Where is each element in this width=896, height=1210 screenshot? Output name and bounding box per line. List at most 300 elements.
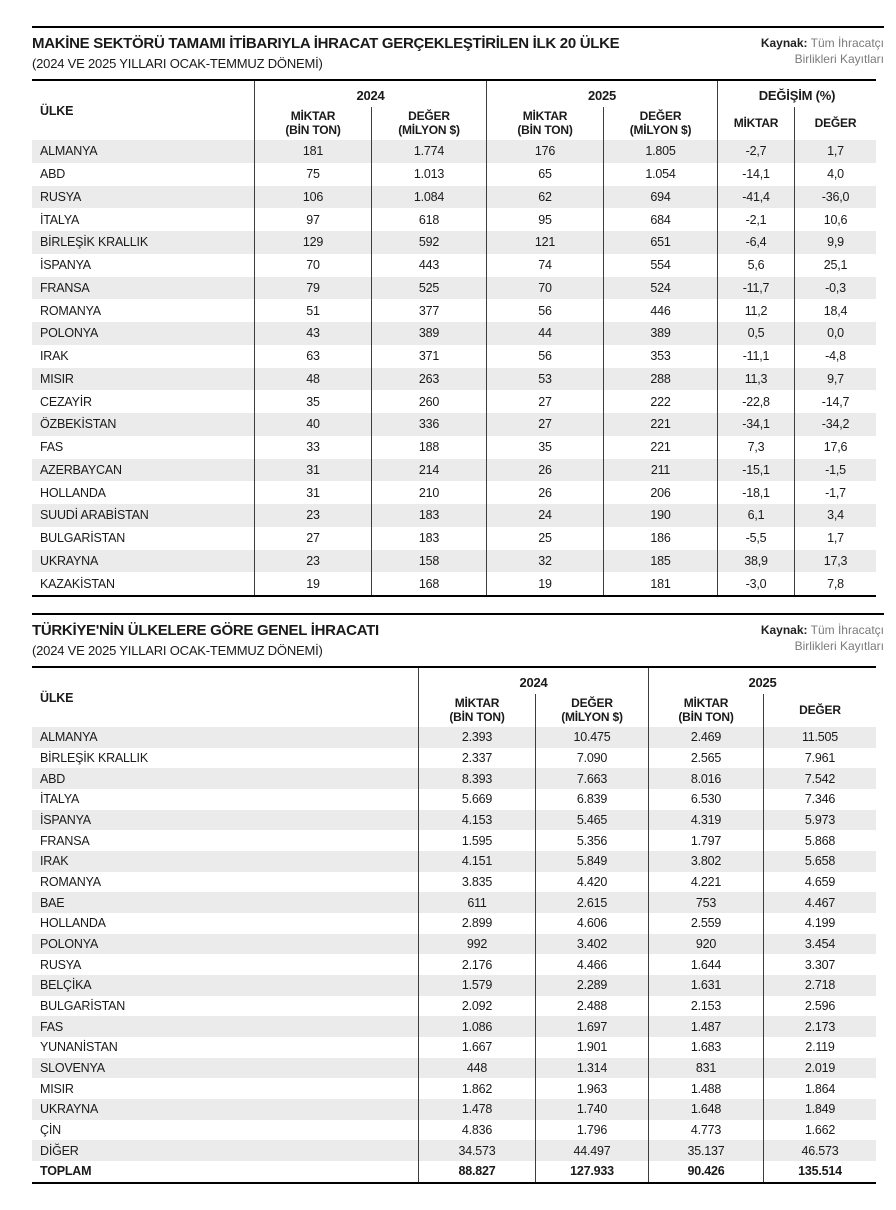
value-cell: 1.796 — [535, 1120, 648, 1141]
table-row — [32, 277, 876, 300]
value-cell: 336 — [371, 413, 486, 436]
value-cell: 3.835 — [418, 872, 535, 893]
value-cell: 183 — [371, 527, 486, 550]
header-unit: (BİN TON) — [449, 709, 505, 724]
value-cell: 17,6 — [794, 436, 876, 459]
value-cell: 2.559 — [648, 913, 763, 934]
value-cell: 0,0 — [794, 322, 876, 345]
value-cell: 10.475 — [535, 727, 648, 748]
value-cell: 5.658 — [763, 851, 876, 872]
section-header-general — [32, 622, 884, 658]
header-unit: (BİN TON) — [285, 122, 341, 137]
country-cell: SUUDİ ARABİSTAN — [40, 508, 149, 523]
table-row — [32, 975, 876, 996]
value-cell: 221 — [603, 413, 717, 436]
value-cell: 19 — [254, 572, 371, 595]
value-cell: 40 — [254, 413, 371, 436]
value-cell: 121 — [486, 231, 603, 254]
value-cell: 7,8 — [794, 572, 876, 595]
column-header-amount-2024 — [254, 107, 371, 140]
value-cell: -4,8 — [794, 345, 876, 368]
country-cell: ALMANYA — [40, 144, 98, 159]
table-row — [32, 934, 876, 955]
value-cell: 1.648 — [648, 1099, 763, 1120]
value-cell: 26 — [486, 459, 603, 482]
value-cell: 2.718 — [763, 975, 876, 996]
country-cell: İTALYA — [40, 212, 80, 227]
country-cell: BULGARİSTAN — [40, 531, 126, 546]
country-cell: SLOVENYA — [40, 1061, 105, 1076]
value-cell: 1.667 — [418, 1037, 535, 1058]
value-cell: 222 — [603, 390, 717, 413]
value-cell: 17,3 — [794, 550, 876, 573]
value-cell: 4.221 — [648, 872, 763, 893]
value-cell: 26 — [486, 481, 603, 504]
table-row — [32, 368, 876, 391]
value-cell: -6,4 — [717, 231, 794, 254]
column-header-country: ÜLKE — [40, 103, 74, 118]
value-cell: 75 — [254, 163, 371, 186]
value-cell: 288 — [603, 368, 717, 391]
value-cell: 4.151 — [418, 851, 535, 872]
value-cell: -11,7 — [717, 277, 794, 300]
table-row — [32, 768, 876, 789]
value-cell: 31 — [254, 459, 371, 482]
value-cell: 3,4 — [794, 504, 876, 527]
header-unit: (MİLYON $) — [398, 122, 460, 137]
value-cell: 23 — [254, 504, 371, 527]
value-cell: 7.663 — [535, 768, 648, 789]
value-cell: 79 — [254, 277, 371, 300]
value-cell: 2.615 — [535, 892, 648, 913]
value-cell: 694 — [603, 186, 717, 209]
value-cell: 211 — [603, 459, 717, 482]
table-row — [32, 186, 876, 209]
country-cell: HOLLANDA — [40, 916, 106, 931]
value-cell: 32 — [486, 550, 603, 573]
value-cell: -1,7 — [794, 481, 876, 504]
value-cell: 446 — [603, 299, 717, 322]
value-cell: 5,6 — [717, 254, 794, 277]
header-unit: (MİLYON $) — [561, 709, 623, 724]
country-cell: YUNANİSTAN — [40, 1040, 118, 1055]
value-cell: 38,9 — [717, 550, 794, 573]
country-cell: UKRAYNA — [40, 1102, 99, 1117]
value-cell: 524 — [603, 277, 717, 300]
country-cell: IRAK — [40, 854, 69, 869]
header-line: MİKTAR — [454, 695, 500, 710]
value-cell: -5,5 — [717, 527, 794, 550]
value-cell: 1.084 — [371, 186, 486, 209]
column-group-change: DEĞİŞİM (%) — [717, 81, 876, 107]
table-header — [32, 666, 876, 727]
country-cell: HOLLANDA — [40, 485, 106, 500]
value-cell: 4.773 — [648, 1120, 763, 1141]
value-cell: 831 — [648, 1058, 763, 1079]
value-cell: 44 — [486, 322, 603, 345]
value-cell: 183 — [371, 504, 486, 527]
value-cell: 611 — [418, 892, 535, 913]
value-cell: 48 — [254, 368, 371, 391]
header-line: DEĞER — [571, 695, 613, 710]
value-cell: 525 — [371, 277, 486, 300]
value-cell: 5.973 — [763, 810, 876, 831]
value-cell: 2.596 — [763, 996, 876, 1017]
value-cell: 62 — [486, 186, 603, 209]
country-cell: BİRLEŞİK KRALLIK — [40, 235, 148, 250]
table-row — [32, 851, 876, 872]
value-cell: 1.740 — [535, 1099, 648, 1120]
table-row — [32, 322, 876, 345]
value-cell: 35.137 — [648, 1140, 763, 1161]
value-cell: 34.573 — [418, 1140, 535, 1161]
section-title: MAKİNE SEKTÖRÜ TAMAMI İTİBARIYLA İHRACAT GERÇEKLEŞTİRİLEN İLK 20 ÜLKE — [32, 35, 620, 52]
table-row — [32, 892, 876, 913]
value-cell: 31 — [254, 481, 371, 504]
value-cell: 4.836 — [418, 1120, 535, 1141]
country-cell: MISIR — [40, 371, 74, 386]
value-cell: 1.488 — [648, 1078, 763, 1099]
table-row — [32, 913, 876, 934]
country-cell: IRAK — [40, 349, 69, 364]
source-note — [761, 35, 884, 67]
value-cell: 56 — [486, 345, 603, 368]
column-header-change-amount — [717, 107, 794, 140]
source-note — [761, 622, 884, 654]
country-cell: FRANSA — [40, 280, 90, 295]
value-cell: 33 — [254, 436, 371, 459]
value-cell: 6,1 — [717, 504, 794, 527]
table-row — [32, 954, 876, 975]
value-cell: 618 — [371, 208, 486, 231]
country-cell: ALMANYA — [40, 730, 98, 745]
value-cell: 44.497 — [535, 1140, 648, 1161]
value-cell: 4.420 — [535, 872, 648, 893]
table-row — [32, 345, 876, 368]
column-header-country: ÜLKE — [40, 690, 74, 705]
value-cell: 74 — [486, 254, 603, 277]
value-cell: 106 — [254, 186, 371, 209]
country-cell: İTALYA — [40, 792, 80, 807]
section-heading-block — [32, 622, 379, 658]
header-line: DEĞER — [408, 108, 450, 123]
value-cell: 181 — [254, 140, 371, 163]
value-cell: 1.478 — [418, 1099, 535, 1120]
value-cell: 2.176 — [418, 954, 535, 975]
section-subtitle: (2024 VE 2025 YILLARI OCAK-TEMMUZ DÖNEMİ) — [32, 643, 323, 658]
value-cell: 23 — [254, 550, 371, 573]
column-header-amount-2025 — [486, 107, 603, 140]
value-cell: 1.963 — [535, 1078, 648, 1099]
country-cell: BULGARİSTAN — [40, 999, 126, 1014]
value-cell: 95 — [486, 208, 603, 231]
value-cell: -11,1 — [717, 345, 794, 368]
machinery-exports-table — [32, 79, 876, 597]
value-cell: 88.827 — [418, 1161, 535, 1182]
value-cell: -34,2 — [794, 413, 876, 436]
value-cell: 206 — [603, 481, 717, 504]
country-cell: ROMANYA — [40, 303, 101, 318]
value-cell: 4.606 — [535, 913, 648, 934]
table-row — [32, 208, 876, 231]
header-unit: (BİN TON) — [678, 709, 734, 724]
table-row — [32, 996, 876, 1017]
value-cell: 389 — [371, 322, 486, 345]
country-cell: ÖZBEKİSTAN — [40, 417, 117, 432]
value-cell: 11,2 — [717, 299, 794, 322]
section-divider-rule — [32, 613, 884, 615]
value-cell: -22,8 — [717, 390, 794, 413]
table-body — [32, 727, 876, 1182]
value-cell: 27 — [254, 527, 371, 550]
value-cell: 920 — [648, 934, 763, 955]
country-cell: ROMANYA — [40, 875, 101, 890]
value-cell: -2,1 — [717, 208, 794, 231]
table-row — [32, 810, 876, 831]
value-cell: 5.669 — [418, 789, 535, 810]
table-body-wrap — [32, 727, 876, 1184]
value-cell: 448 — [418, 1058, 535, 1079]
column-group-2024: 2024 — [418, 668, 648, 694]
country-cell: POLONYA — [40, 937, 99, 952]
value-cell: -14,1 — [717, 163, 794, 186]
value-cell: 5.849 — [535, 851, 648, 872]
source-text-line2: Birlikleri Kayıtları — [794, 52, 884, 67]
table-row — [32, 830, 876, 851]
table-row — [32, 504, 876, 527]
value-cell: -2,7 — [717, 140, 794, 163]
general-exports-table — [32, 666, 876, 1184]
value-cell: 992 — [418, 934, 535, 955]
value-cell: 4.467 — [763, 892, 876, 913]
value-cell: 53 — [486, 368, 603, 391]
value-cell: 2.393 — [418, 727, 535, 748]
table-row — [32, 748, 876, 769]
value-cell: 70 — [486, 277, 603, 300]
value-cell: 1,7 — [794, 527, 876, 550]
value-cell: 63 — [254, 345, 371, 368]
table-row — [32, 550, 876, 573]
section-title: TÜRKİYE'NİN ÜLKELERE GÖRE GENEL İHRACATI — [32, 622, 379, 639]
column-header-amount-2025 — [648, 694, 763, 727]
value-cell: 214 — [371, 459, 486, 482]
value-cell: 2.019 — [763, 1058, 876, 1079]
column-header-value-2024 — [371, 107, 486, 140]
value-cell: 127.933 — [535, 1161, 648, 1182]
value-cell: 2.153 — [648, 996, 763, 1017]
value-cell: 554 — [603, 254, 717, 277]
country-cell: BİRLEŞİK KRALLIK — [40, 751, 148, 765]
value-cell: 5.465 — [535, 810, 648, 831]
value-cell: 684 — [603, 208, 717, 231]
column-header-value-2025 — [603, 107, 717, 140]
value-cell: 35 — [254, 390, 371, 413]
value-cell: 9,9 — [794, 231, 876, 254]
country-cell: DİĞER — [40, 1143, 79, 1158]
value-cell: 8.393 — [418, 768, 535, 789]
source-label: Kaynak: — [760, 36, 808, 50]
value-cell: 353 — [603, 345, 717, 368]
value-cell: 3.802 — [648, 851, 763, 872]
value-cell: 1.901 — [535, 1037, 648, 1058]
header-unit: (BİN TON) — [517, 122, 573, 137]
value-cell: 25 — [486, 527, 603, 550]
value-cell: 2.173 — [763, 1016, 876, 1037]
value-cell: 1.849 — [763, 1099, 876, 1120]
value-cell: 0,5 — [717, 322, 794, 345]
value-cell: 11.505 — [763, 727, 876, 748]
table-row — [32, 231, 876, 254]
value-cell: 25,1 — [794, 254, 876, 277]
country-cell: RUSYA — [40, 957, 82, 972]
country-cell: İSPANYA — [40, 258, 91, 273]
country-cell: FAS — [40, 440, 64, 455]
value-cell: 27 — [486, 413, 603, 436]
value-cell: 24 — [486, 504, 603, 527]
value-cell: -34,1 — [717, 413, 794, 436]
value-cell: 168 — [371, 572, 486, 595]
value-cell: 1,7 — [794, 140, 876, 163]
value-cell: 2.337 — [418, 748, 535, 769]
value-cell: 753 — [648, 892, 763, 913]
value-cell: 7.346 — [763, 789, 876, 810]
value-cell: 7.542 — [763, 768, 876, 789]
value-cell: 56 — [486, 299, 603, 322]
section-subtitle: (2024 VE 2025 YILLARI OCAK-TEMMUZ DÖNEMİ) — [32, 56, 323, 71]
value-cell: -41,4 — [717, 186, 794, 209]
value-cell: 651 — [603, 231, 717, 254]
value-cell: 1.805 — [603, 140, 717, 163]
value-cell: 2.899 — [418, 913, 535, 934]
table-total-row — [32, 1161, 876, 1182]
value-cell: 129 — [254, 231, 371, 254]
value-cell: 181 — [603, 572, 717, 595]
value-cell: 210 — [371, 481, 486, 504]
table-row — [32, 527, 876, 550]
table-row — [32, 459, 876, 482]
header-line: DEĞER — [639, 108, 682, 123]
value-cell: -3,0 — [717, 572, 794, 595]
country-cell: ABD — [40, 771, 66, 786]
value-cell: 190 — [603, 504, 717, 527]
column-group-2025: 2025 — [486, 81, 717, 107]
value-cell: 4.659 — [763, 872, 876, 893]
value-cell: 51 — [254, 299, 371, 322]
column-header-amount-2024 — [418, 694, 535, 727]
value-cell: 185 — [603, 550, 717, 573]
table-row — [32, 1099, 876, 1120]
country-cell: POLONYA — [40, 326, 99, 341]
table-row — [32, 390, 876, 413]
country-cell: İSPANYA — [40, 813, 91, 828]
table-body — [32, 140, 876, 595]
value-cell: 377 — [371, 299, 486, 322]
value-cell: 2.119 — [763, 1037, 876, 1058]
value-cell: 176 — [486, 140, 603, 163]
table-row — [32, 1140, 876, 1161]
value-cell: 592 — [371, 231, 486, 254]
country-cell: FRANSA — [40, 833, 90, 848]
table-row — [32, 481, 876, 504]
country-cell: BELÇİKA — [40, 978, 92, 993]
value-cell: 35 — [486, 436, 603, 459]
section-header-machinery — [32, 35, 884, 71]
value-cell: 186 — [603, 527, 717, 550]
value-cell: 4.199 — [763, 913, 876, 934]
table-row — [32, 572, 876, 595]
value-cell: 389 — [603, 322, 717, 345]
value-cell: 9,7 — [794, 368, 876, 391]
value-cell: 260 — [371, 390, 486, 413]
table-row — [32, 1058, 876, 1079]
value-cell: 11,3 — [717, 368, 794, 391]
table-header — [32, 79, 876, 140]
value-cell: 2.565 — [648, 748, 763, 769]
value-cell: 371 — [371, 345, 486, 368]
value-cell: 1.662 — [763, 1120, 876, 1141]
table-row — [32, 1037, 876, 1058]
value-cell: 1.864 — [763, 1078, 876, 1099]
value-cell: 443 — [371, 254, 486, 277]
table-row — [32, 872, 876, 893]
header-line: MİKTAR — [683, 695, 729, 710]
country-cell: AZERBAYCAN — [40, 462, 122, 477]
country-cell: FAS — [40, 1019, 64, 1034]
value-cell: 1.487 — [648, 1016, 763, 1037]
header-line: MİKTAR — [733, 115, 779, 130]
source-text-line2: Birlikleri Kayıtları — [794, 639, 884, 654]
value-cell: 3.402 — [535, 934, 648, 955]
country-cell: ABD — [40, 167, 66, 182]
value-cell: 90.426 — [648, 1161, 763, 1182]
value-cell: 46.573 — [763, 1140, 876, 1161]
value-cell: 6.530 — [648, 789, 763, 810]
value-cell: 2.289 — [535, 975, 648, 996]
value-cell: 1.086 — [418, 1016, 535, 1037]
value-cell: -14,7 — [794, 390, 876, 413]
value-cell: 18,4 — [794, 299, 876, 322]
source-label: Kaynak: — [760, 623, 808, 637]
country-cell: TOPLAM — [40, 1164, 92, 1179]
table-row — [32, 163, 876, 186]
value-cell: 221 — [603, 436, 717, 459]
value-cell: 7.961 — [763, 748, 876, 769]
value-cell: 1.683 — [648, 1037, 763, 1058]
source-text-line1: Tüm İhracatçı — [810, 623, 884, 637]
table-row — [32, 140, 876, 163]
country-cell: RUSYA — [40, 189, 82, 204]
value-cell: 1.013 — [371, 163, 486, 186]
country-cell: UKRAYNA — [40, 553, 99, 568]
table-row — [32, 254, 876, 277]
value-cell: 19 — [486, 572, 603, 595]
column-group-2024: 2024 — [254, 81, 486, 107]
country-cell: KAZAKİSTAN — [40, 576, 115, 591]
value-cell: 1.595 — [418, 830, 535, 851]
value-cell: 4.466 — [535, 954, 648, 975]
value-cell: 6.839 — [535, 789, 648, 810]
header-line: DEĞER — [799, 702, 841, 717]
value-cell: 188 — [371, 436, 486, 459]
header-unit: (MİLYON $) — [629, 122, 692, 137]
value-cell: 10,6 — [794, 208, 876, 231]
value-cell: 2.488 — [535, 996, 648, 1017]
value-cell: 7.090 — [535, 748, 648, 769]
value-cell: -1,5 — [794, 459, 876, 482]
source-text-line1: Tüm İhracatçı — [810, 36, 884, 50]
table-row — [32, 789, 876, 810]
value-cell: 1.862 — [418, 1078, 535, 1099]
